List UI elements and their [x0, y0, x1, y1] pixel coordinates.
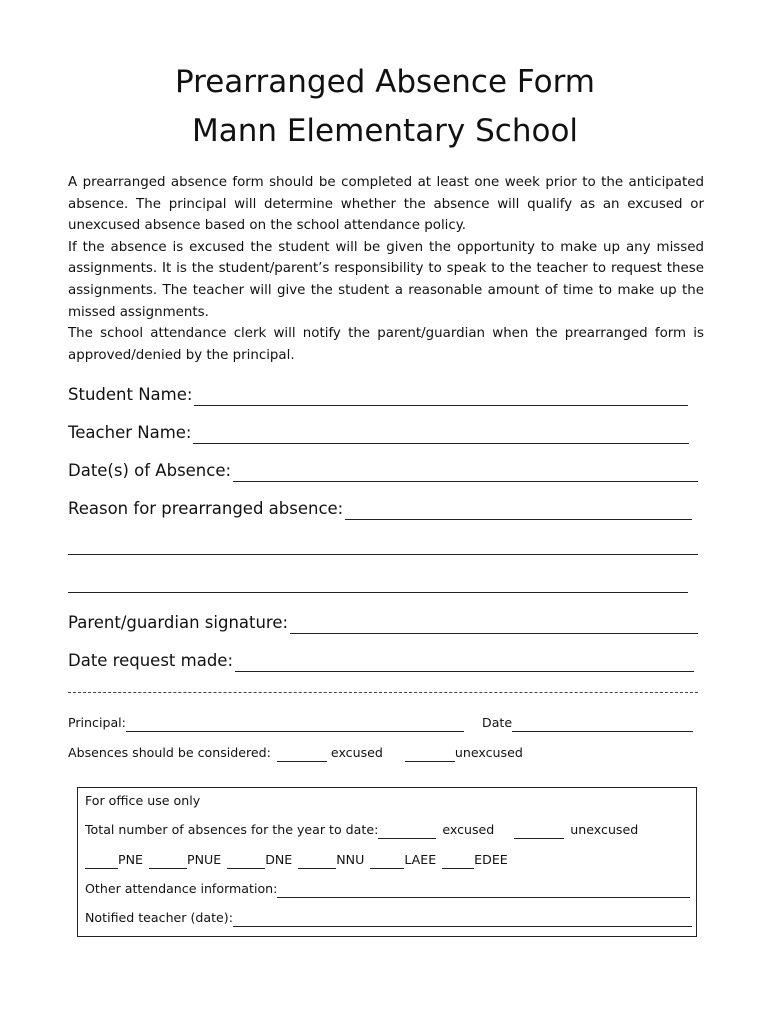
principal-date-label: Date	[482, 715, 513, 730]
principal-label: Principal:	[68, 715, 126, 730]
considered-label: Absences should be considered:	[68, 745, 271, 760]
code-field[interactable]	[298, 855, 336, 869]
notified-teacher-field[interactable]	[233, 913, 692, 927]
date-request-field[interactable]	[235, 655, 694, 672]
signature-field[interactable]	[290, 617, 698, 634]
total-absences-row	[85, 821, 638, 839]
other-info-row	[85, 880, 690, 898]
instructions	[68, 172, 704, 366]
excused-field[interactable]	[277, 748, 327, 762]
principal-date-field[interactable]	[512, 718, 693, 732]
reason-row	[68, 498, 692, 520]
code-field[interactable]	[149, 855, 187, 869]
code-field[interactable]	[85, 855, 118, 869]
code-label: EDEE	[474, 852, 508, 867]
dates-of-absence-row	[68, 460, 698, 482]
reason-extra-line[interactable]	[68, 554, 698, 555]
teacher-name-row	[68, 422, 689, 444]
student-name-field[interactable]	[194, 389, 688, 406]
instructions-paragraph: The school attendance clerk will notify the parent/guardian when the prearranged form is approved/denied by the principal.	[68, 326, 704, 363]
divider	[68, 692, 698, 693]
student-name-label: Student Name:	[68, 385, 193, 404]
notified-teacher-label: Notified teacher (date):	[85, 910, 233, 925]
code-label: NNU	[336, 852, 365, 867]
codes-row	[85, 851, 508, 869]
code-field[interactable]	[370, 855, 404, 869]
date-request-label: Date request made:	[68, 651, 234, 670]
teacher-name-field[interactable]	[193, 427, 689, 444]
form-title: Prearranged Absence Form	[175, 64, 595, 100]
unexcused-label: unexcused	[454, 745, 523, 760]
other-info-field[interactable]	[277, 884, 690, 898]
instructions-paragraph: A prearranged absence form should be completed at least one week prior to the anticipated absence. The principal will determine whether the absence will qualify as an excused or unexcused absence based on the school attendance policy.	[68, 175, 704, 234]
office-heading: For office use only	[85, 793, 201, 808]
excused-label: excused	[330, 745, 383, 760]
signature-row	[68, 612, 698, 634]
code-label: PNE	[118, 852, 143, 867]
considered-row	[68, 744, 523, 762]
teacher-name-label: Teacher Name:	[68, 423, 192, 442]
dates-of-absence-label: Date(s) of Absence:	[68, 461, 232, 480]
code-label: LAEE	[404, 852, 437, 867]
code-field[interactable]	[227, 855, 265, 869]
school-name: Mann Elementary School	[191, 113, 579, 149]
total-unexcused-field[interactable]	[514, 825, 564, 839]
office-use-box	[77, 787, 697, 937]
total-absences-label: Total number of absences for the year to date:	[85, 822, 379, 837]
principal-field[interactable]	[126, 718, 464, 732]
unexcused-field[interactable]	[405, 748, 455, 762]
code-label: DNE	[265, 852, 293, 867]
signature-label: Parent/guardian signature:	[68, 613, 289, 632]
dates-of-absence-field[interactable]	[233, 465, 698, 482]
total-unexcused-label: unexcused	[570, 822, 639, 837]
instructions-paragraph: If the absence is excused the student will be given the opportunity to make up any missed assignments. It is the student/parent’s responsibility to speak to the teacher to request these assignments. The teacher will give the student a reasonable amount of time to make up the missed assignments.	[68, 239, 704, 320]
code-label: PNUE	[186, 852, 222, 867]
reason-label: Reason for prearranged absence:	[68, 499, 344, 518]
principal-date-row	[482, 714, 693, 732]
reason-extra-line[interactable]	[68, 592, 688, 593]
total-excused-field[interactable]	[378, 825, 436, 839]
total-excused-label: excused	[442, 822, 495, 837]
notified-teacher-row	[85, 909, 692, 927]
reason-field[interactable]	[345, 503, 692, 520]
other-info-label: Other attendance information:	[85, 881, 278, 896]
code-field[interactable]	[442, 855, 474, 869]
date-request-row	[68, 650, 694, 672]
student-name-row	[68, 384, 688, 406]
principal-row	[68, 714, 464, 732]
